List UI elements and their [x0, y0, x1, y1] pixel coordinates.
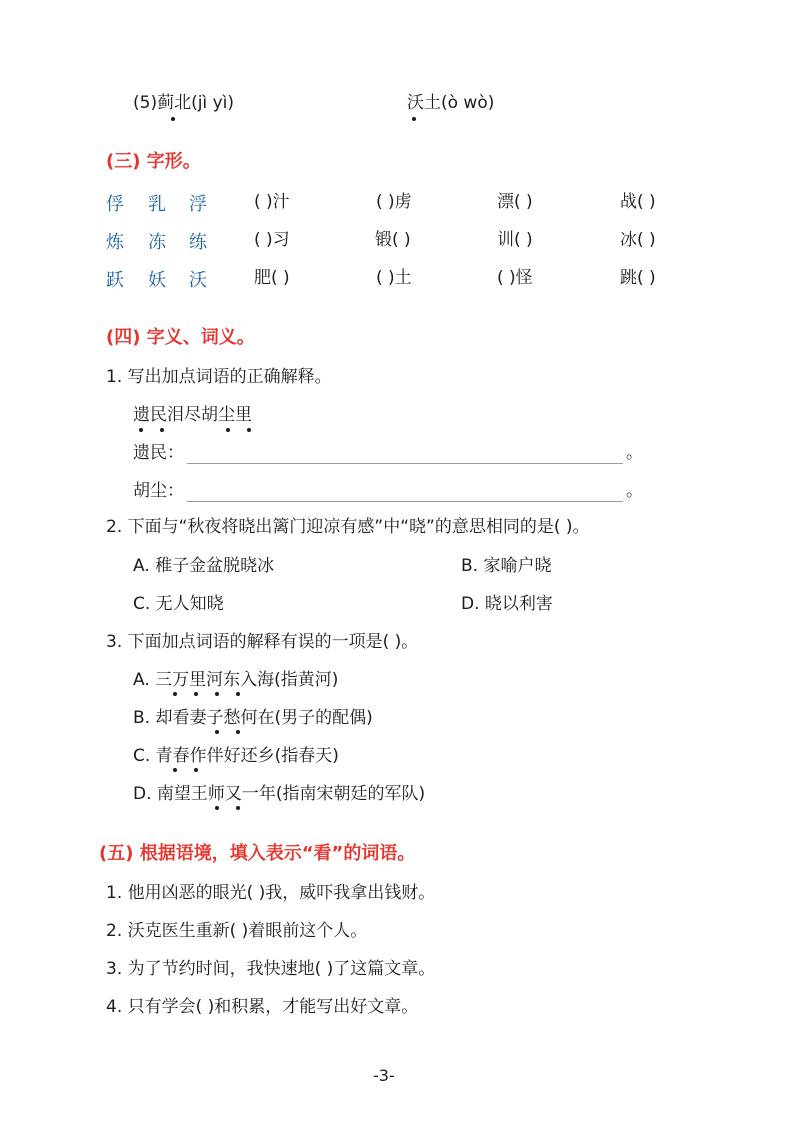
blank-item: 锻( )	[375, 230, 411, 250]
emphasis-dot	[236, 806, 240, 810]
q2-stem: 2. 下面与“秋夜将晓出篱门迎凉有感”中“晓”的意思相同的是( )。	[106, 517, 590, 537]
answer-line	[187, 501, 623, 502]
emphasis-dot	[215, 806, 219, 810]
answer-line	[187, 463, 623, 464]
section5-heading: (五) 根据语境，填入表示“看”的词语。	[99, 843, 416, 864]
q3-option-a: A. 三万里河东入海(指黄河)	[133, 670, 339, 690]
answer-label-yimin: 遗民：	[133, 443, 184, 463]
s5-item-2: 2. 沃克医生重新( )着眼前这个人。	[106, 921, 368, 941]
q3-stem: 3. 下面加点词语的解释有误的一项是( )。	[106, 632, 419, 652]
glyph: 炼	[106, 232, 124, 253]
blank-item: ( )虏	[376, 192, 412, 212]
emphasis-dot	[139, 428, 143, 432]
q2-option-c: C. 无人知晓	[133, 594, 224, 614]
emphasis-dot	[236, 692, 240, 696]
section4-heading: (四) 字义、词义。	[106, 327, 255, 348]
emphasis-dot	[236, 730, 240, 734]
blank-item: ( )习	[254, 230, 290, 250]
glyph: 妖	[148, 270, 166, 291]
glyph: 俘	[106, 194, 124, 215]
emphasis-dot	[194, 768, 198, 772]
section3-heading: (三) 字形。	[106, 151, 201, 172]
blank-item: ( )怪	[497, 268, 533, 288]
blank-item: 战( )	[620, 192, 656, 212]
blank-item: 跳( )	[620, 268, 656, 288]
q2-option-b: B. 家喻户晓	[461, 556, 552, 576]
answer-label-huchen: 胡尘：	[133, 481, 184, 501]
q1-stem: 1. 写出加点词语的正确解释。	[106, 367, 332, 387]
glyph: 沃	[189, 270, 207, 291]
blank-item: 肥( )	[254, 268, 290, 288]
emphasis-dot	[247, 428, 251, 432]
page-number: -3-	[373, 1066, 395, 1085]
glyph: 乳	[148, 194, 166, 215]
emphasis-dot	[412, 117, 416, 121]
emphasis-dot	[215, 730, 219, 734]
emphasis-dot	[173, 692, 177, 696]
blank-item: 漂( )	[497, 192, 533, 212]
glyph: 浮	[189, 194, 207, 215]
answer-end: 。	[626, 481, 643, 501]
q2-option-a: A. 稚子金盆脱晓冰	[133, 556, 275, 576]
emphasis-dot	[226, 428, 230, 432]
glyph: 冻	[148, 232, 166, 253]
s5-item-1: 1. 他用凶恶的眼光( )我，威吓我拿出钱财。	[106, 883, 436, 903]
q3-option-b: B. 却看妻子愁何在(男子的配偶)	[133, 708, 373, 728]
q3-option-c: C. 青春作伴好还乡(指春天)	[133, 746, 339, 766]
emphasis-dot	[173, 768, 177, 772]
s5-item-3: 3. 为了节约时间，我快速地( )了这篇文章。	[106, 959, 436, 979]
q3-option-d: D. 南望王师又一年(指南宋朝廷的军队)	[133, 784, 426, 804]
p5-left: (5)蓟北(jì yì)	[133, 93, 234, 113]
blank-item: ( )土	[376, 268, 412, 288]
q2-option-d: D. 晓以利害	[461, 594, 553, 614]
emphasis-dot	[171, 117, 175, 121]
emphasis-dot	[160, 428, 164, 432]
s5-item-4: 4. 只有学会( )和积累，才能写出好文章。	[106, 997, 419, 1017]
blank-item: 冰( )	[620, 230, 656, 250]
blank-item: ( )汁	[254, 192, 290, 212]
answer-end: 。	[626, 443, 643, 463]
p5-right: 沃土(ò wò)	[407, 93, 495, 113]
poem-line: 遗民泪尽胡尘里	[133, 405, 252, 425]
glyph: 练	[189, 232, 207, 253]
emphasis-dot	[194, 692, 198, 696]
blank-item: 训( )	[497, 230, 533, 250]
glyph: 跃	[106, 270, 124, 291]
emphasis-dot	[215, 692, 219, 696]
